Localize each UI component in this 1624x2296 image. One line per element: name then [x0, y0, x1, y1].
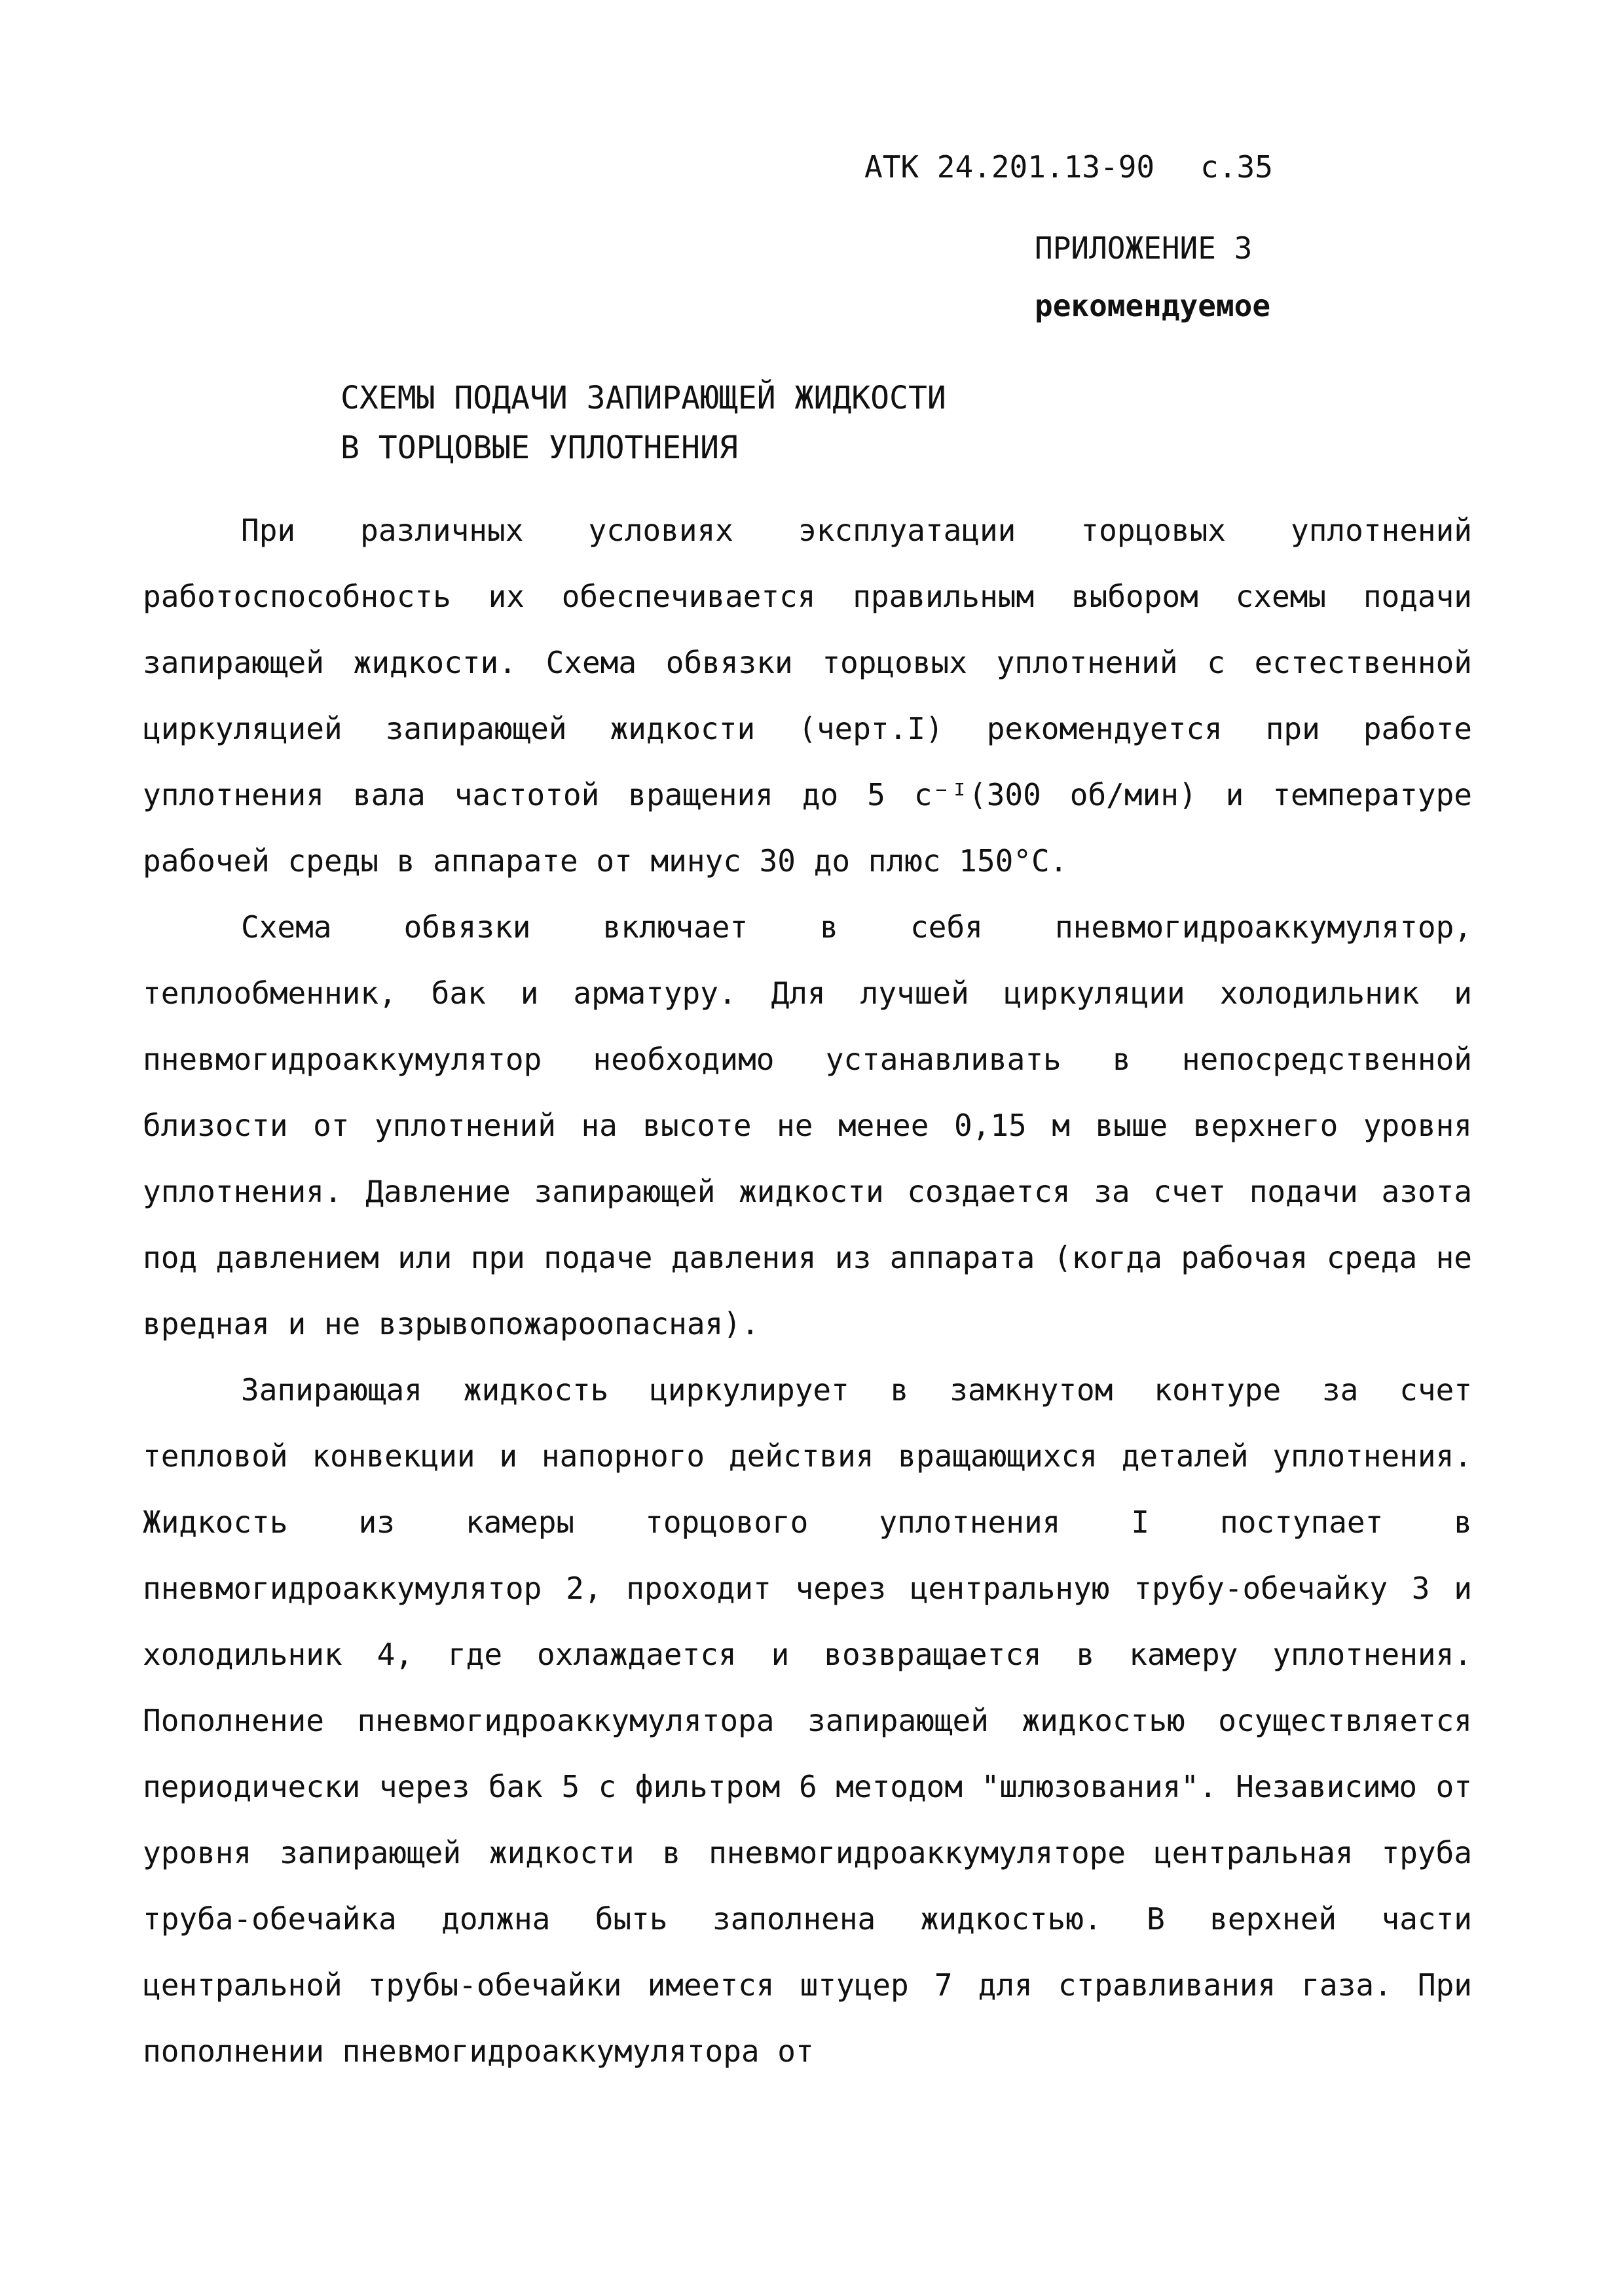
page-header [864, 149, 1336, 185]
paragraph-3: Запирающая жидкость циркулирует в замкнутом контуре за счет тепловой конвекции и напорного действия вращающихся деталей уплотнения. Жидкость из камеры торцового уплотнения I поступает в пневмогидроаккумулятор 2, проходит через центральную трубу-обечайку 3 и холодильник 4, где охлаждается и возвращается в камеру уплотнения. Пополнение пневмогидроаккумулятора запирающей жидкостью осуществляется периодически через бак 5 с фильтром 6 методом "шлюзования". Независимо от уровня запирающей жидкости в пневмогидроаккумуляторе центральная труба труба-обечайка должна быть заполнена жидкостью. В верхней части центральной трубы-обечайки имеется штуцер 7 для стравливания газа. При пополнении пневмогидроаккумулятора от [143, 1372, 1472, 2069]
document-code: АТК 24.201.13-90 [864, 149, 1155, 185]
appendix-status: рекомендуемое [1035, 288, 1271, 323]
body-text [143, 498, 1472, 2085]
title-line-2: В ТОРЦОВЫЕ УПЛОТНЕНИЯ [341, 429, 738, 466]
paragraph-1: При различных условиях эксплуатации торцовых уплотнений работоспособность их обеспечивается правильным выбором схемы подачи запирающей жидкости. Схема обвязки торцовых уплотнений с естественной циркуляцией запирающей жидкости (черт.I) рекомендуется при работе уплотнения вала частотой вращения до 5 с⁻ᴵ(300 об/мин) и температуре рабочей среды в аппарате от минус 30 до плюс 150°С. [143, 513, 1472, 879]
section-title [341, 373, 1454, 473]
title-line-1: СХЕМЫ ПОДАЧИ ЗАПИРАЮЩЕЙ ЖИДКОСТИ [341, 380, 946, 416]
paragraph-2: Схема обвязки включает в себя пневмогидроаккумулятор, теплообменник, бак и арматуру. Для лучшей циркуляции холодильник и пневмогидроаккумулятор необходимо устанавливать в непосредственной близости от уплотнений на высоте не менее 0,15 м выше верхнего уровня уплотнения. Давление запирающей жидкости создается за счет подачи азота под давлением или при подаче давления из аппарата (когда рабочая среда не вредная и не взрывопожароопасная). [143, 909, 1472, 1341]
appendix-label: ПРИЛОЖЕНИЕ 3 [1035, 230, 1253, 266]
page-number: с.35 [1200, 149, 1273, 185]
